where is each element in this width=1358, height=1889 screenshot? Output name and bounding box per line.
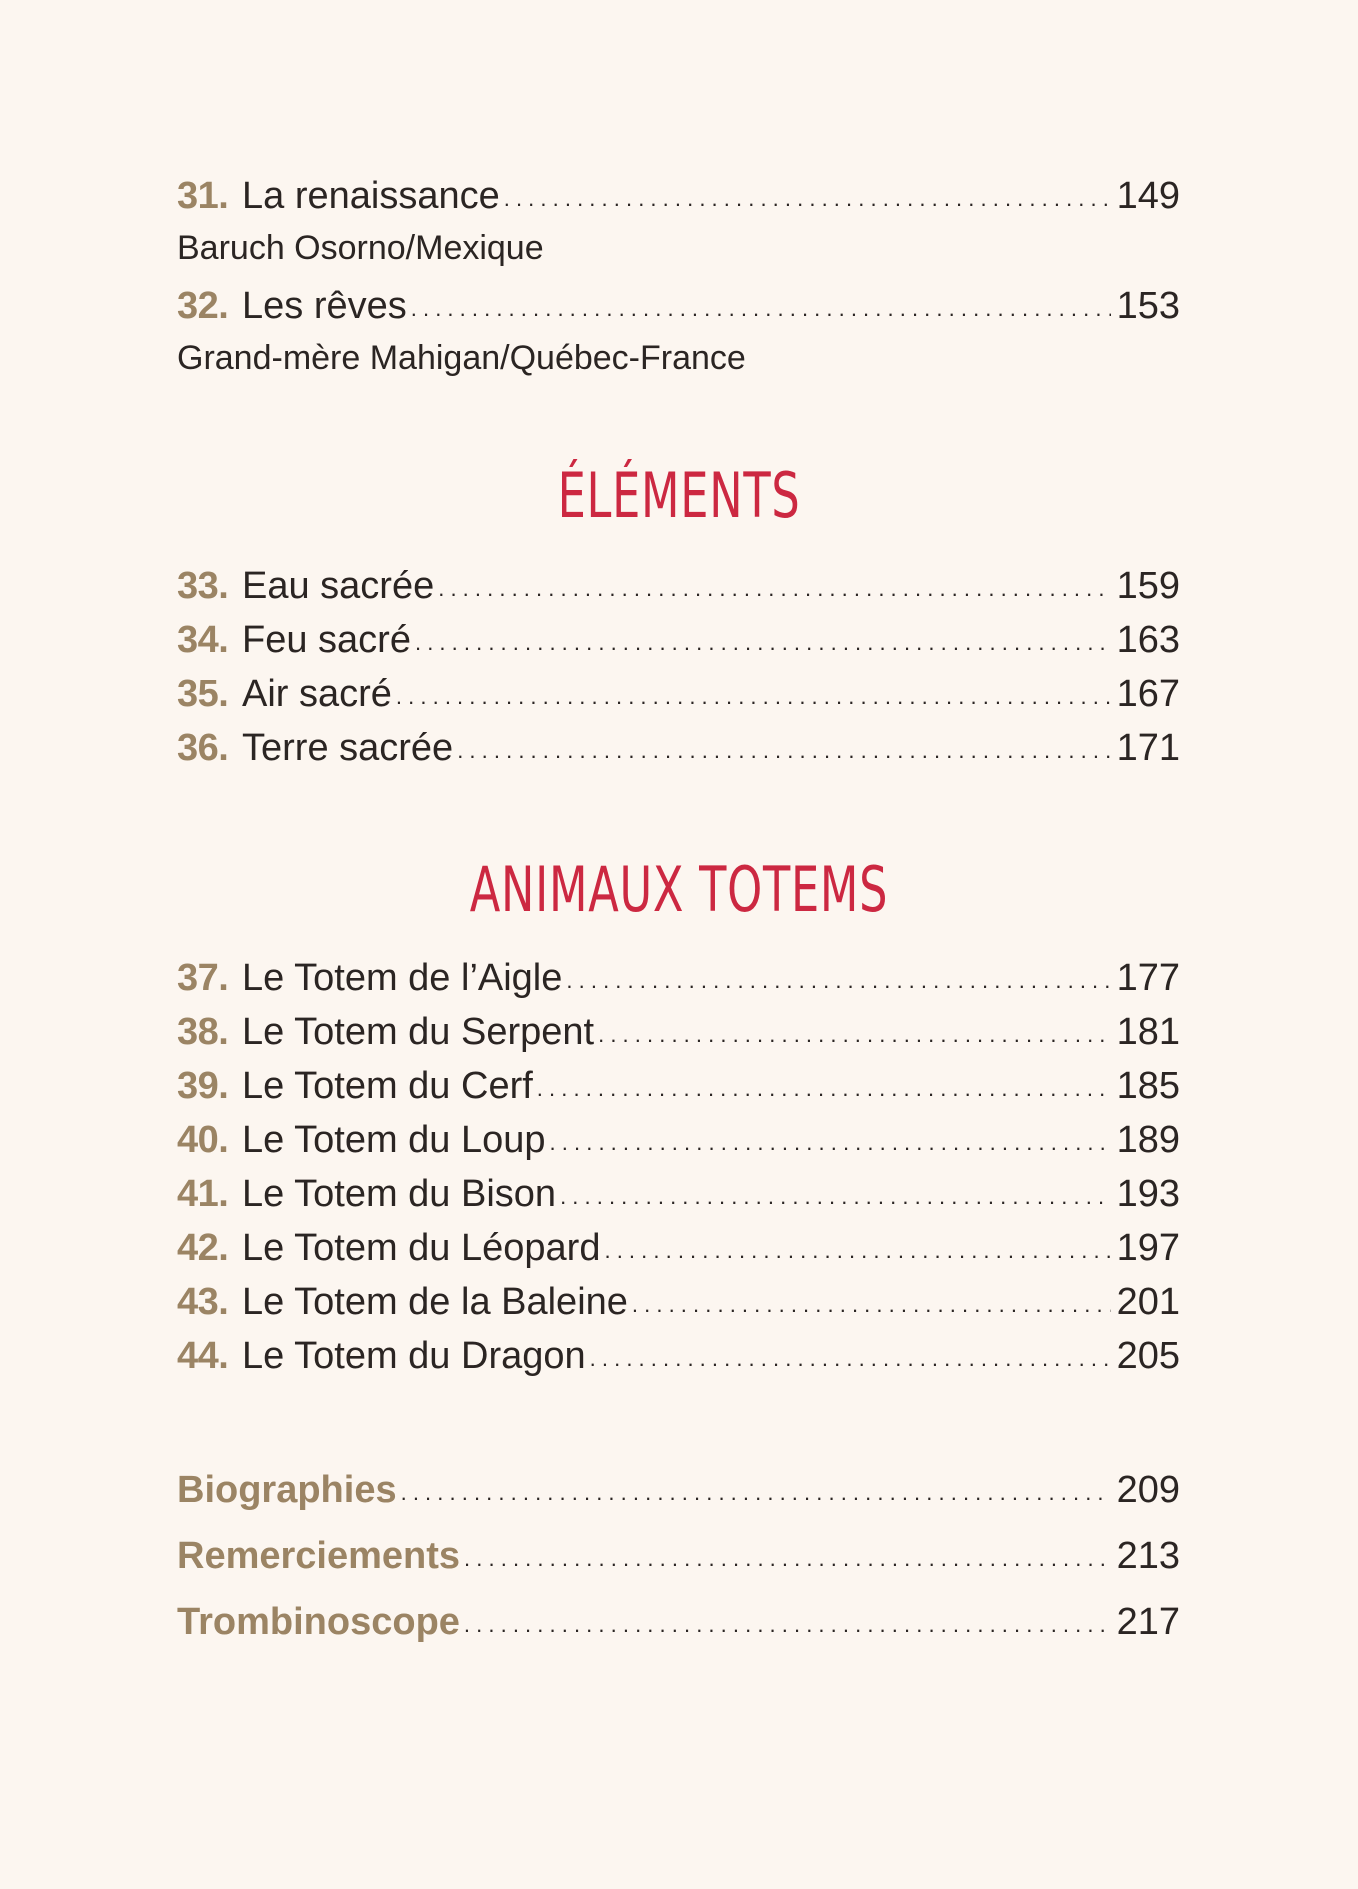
toc-entry[interactable] <box>177 1116 1180 1164</box>
entry-number: 42. <box>177 1227 229 1269</box>
dot-leader <box>464 1535 1111 1583</box>
dot-leader <box>415 619 1111 667</box>
entry-title: La renaissance <box>242 175 500 217</box>
dot-leader <box>537 1065 1111 1113</box>
entry-title: Le Totem du Cerf <box>242 1065 533 1107</box>
entry-title: Le Totem du Loup <box>242 1119 546 1161</box>
entry-number: 33. <box>177 565 229 607</box>
entry-number: 32. <box>177 285 229 327</box>
entry-page-number: 149 <box>1116 175 1180 217</box>
entry-page-number: 171 <box>1116 727 1180 769</box>
toc-entry[interactable] <box>177 172 1180 220</box>
entry-page-number: 217 <box>1116 1601 1180 1643</box>
entry-author: Grand-mère Mahigan/Québec-France <box>177 339 746 377</box>
toc-back-matter-entry[interactable] <box>177 1532 1180 1580</box>
entry-title: Biographies <box>177 1469 397 1511</box>
entry-page-number: 189 <box>1116 1119 1180 1161</box>
dot-leader <box>457 727 1110 775</box>
dot-leader <box>438 565 1110 613</box>
entry-page-number: 209 <box>1116 1469 1180 1511</box>
entry-title: Feu sacré <box>242 619 411 661</box>
entry-title: Le Totem de la Baleine <box>242 1281 628 1323</box>
entry-page-number: 181 <box>1116 1011 1180 1053</box>
dot-leader <box>598 1011 1111 1059</box>
dot-leader <box>504 175 1111 223</box>
entry-page-number: 213 <box>1116 1535 1180 1577</box>
entry-title: Remerciements <box>177 1535 461 1577</box>
entry-page-number: 177 <box>1116 957 1180 999</box>
entry-title: Le Totem du Léopard <box>242 1227 601 1269</box>
entry-title: Le Totem du Bison <box>242 1173 557 1215</box>
section-heading: ÉLÉMENTS <box>557 459 801 532</box>
entry-title: Le Totem de l’Aigle <box>242 957 563 999</box>
toc-entry[interactable] <box>177 1062 1180 1110</box>
toc-back-matter-entry[interactable] <box>177 1466 1180 1514</box>
entry-page-number: 197 <box>1116 1227 1180 1269</box>
entry-title: Trombinoscope <box>177 1601 460 1643</box>
entry-title: Le Totem du Serpent <box>242 1011 595 1053</box>
entry-author: Baruch Osorno/Mexique <box>177 229 544 267</box>
toc-entry[interactable] <box>177 282 1180 330</box>
entry-title: Le Totem du Dragon <box>242 1335 586 1377</box>
entry-page-number: 167 <box>1116 673 1180 715</box>
entry-number: 39. <box>177 1065 229 1107</box>
toc-entry[interactable] <box>177 616 1180 664</box>
toc-entry[interactable] <box>177 1170 1180 1218</box>
dot-leader <box>604 1227 1110 1275</box>
entry-page-number: 153 <box>1116 285 1180 327</box>
entry-title: Eau sacrée <box>242 565 435 607</box>
entry-title: Terre sacrée <box>242 727 454 769</box>
dot-leader <box>464 1601 1111 1649</box>
dot-leader <box>560 1173 1111 1221</box>
toc-entry[interactable] <box>177 1278 1180 1326</box>
entry-number: 43. <box>177 1281 229 1323</box>
dot-leader <box>566 957 1110 1005</box>
entry-page-number: 205 <box>1116 1335 1180 1377</box>
entry-number: 36. <box>177 727 229 769</box>
dot-leader <box>411 285 1111 333</box>
entry-page-number: 159 <box>1116 565 1180 607</box>
toc-entry[interactable] <box>177 724 1180 772</box>
entry-number: 38. <box>177 1011 229 1053</box>
section-heading: ANIMAUX TOTEMS <box>469 853 889 926</box>
entry-number: 35. <box>177 673 229 715</box>
dot-leader <box>632 1281 1111 1329</box>
entry-page-number: 163 <box>1116 619 1180 661</box>
entry-title: Les rêves <box>242 285 407 327</box>
entry-number: 37. <box>177 957 229 999</box>
entry-number: 41. <box>177 1173 229 1215</box>
entry-number: 34. <box>177 619 229 661</box>
dot-leader <box>590 1335 1111 1383</box>
toc-entry[interactable] <box>177 1224 1180 1272</box>
entry-page-number: 185 <box>1116 1065 1180 1107</box>
toc-entry[interactable] <box>177 562 1180 610</box>
entry-number: 40. <box>177 1119 229 1161</box>
entry-number: 31. <box>177 175 229 217</box>
dot-leader <box>401 1469 1111 1517</box>
entry-page-number: 193 <box>1116 1173 1180 1215</box>
entry-page-number: 201 <box>1116 1281 1180 1323</box>
dot-leader <box>396 673 1111 721</box>
entry-title: Air sacré <box>242 673 392 715</box>
toc-entry[interactable] <box>177 954 1180 1002</box>
entry-number: 44. <box>177 1335 229 1377</box>
toc-entry[interactable] <box>177 1008 1180 1056</box>
toc-entry[interactable] <box>177 670 1180 718</box>
dot-leader <box>550 1119 1111 1167</box>
toc-entry[interactable] <box>177 1332 1180 1380</box>
toc-back-matter-entry[interactable] <box>177 1598 1180 1646</box>
